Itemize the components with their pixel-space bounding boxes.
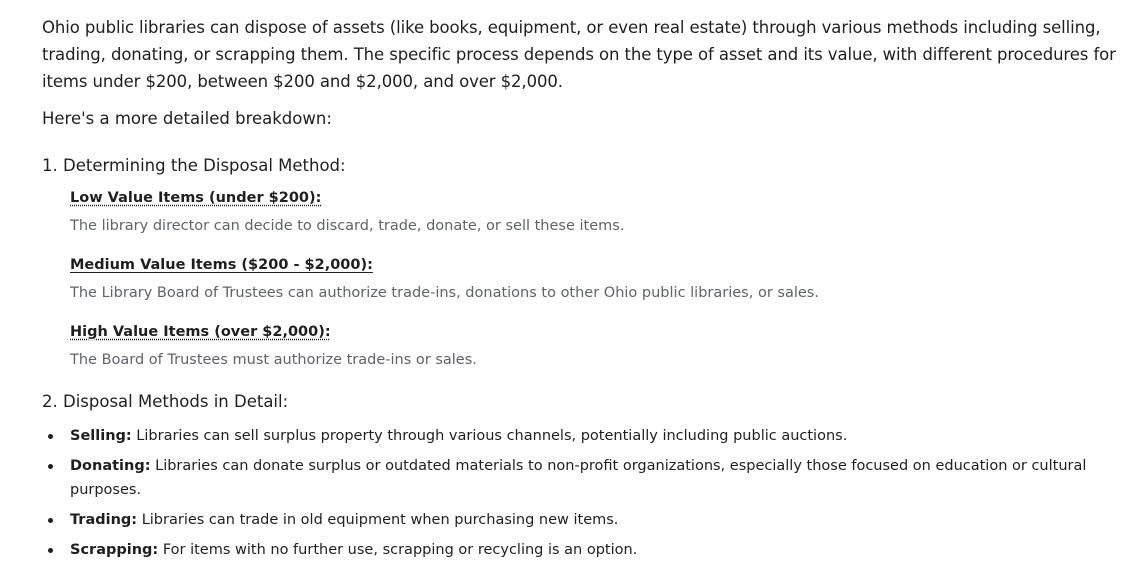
bullet-icon xyxy=(48,464,53,469)
bullet-icon xyxy=(48,518,53,523)
medium-value-items-description: The Library Board of Trustees can authorize trade-ins, donations to other Ohio public libraries, or sales. xyxy=(70,285,819,301)
list-item-term: Scrapping: xyxy=(70,542,159,558)
medium-value-items-block xyxy=(70,254,1140,303)
list-item-text: Libraries can donate surplus or outdated materials to non-profit organizations, especially those focused on education or cultural purposes. xyxy=(70,458,1087,498)
high-value-items-description: The Board of Trustees must authorize trade-ins or sales. xyxy=(70,352,477,368)
section-heading-disposal-methods: 2. Disposal Methods in Detail: xyxy=(42,392,289,411)
low-value-items-block xyxy=(70,187,1140,236)
low-value-items-link[interactable]: Low Value Items (under $200): xyxy=(70,190,322,206)
breakdown-intro: Here's a more detailed breakdown: xyxy=(42,109,332,128)
medium-value-items-link[interactable]: Medium Value Items ($200 - $2,000): xyxy=(70,257,373,273)
list-item-text: Libraries can trade in old equipment when purchasing new items. xyxy=(137,512,619,528)
list-item-selling xyxy=(42,424,1140,448)
list-item-trading xyxy=(42,508,1140,532)
bullet-icon xyxy=(48,434,53,439)
list-item-term: Trading: xyxy=(70,512,138,528)
high-value-items-block xyxy=(70,321,1140,370)
list-item-term: Selling: xyxy=(70,428,132,444)
high-value-items-link[interactable]: High Value Items (over $2,000): xyxy=(70,324,331,340)
bullet-icon xyxy=(48,548,53,553)
list-item-text: For items with no further use, scrapping or recycling is an option. xyxy=(158,542,638,558)
disposal-methods-list xyxy=(42,424,1140,562)
list-item-scrapping xyxy=(42,538,1140,562)
section-heading-determining-method: 1. Determining the Disposal Method: xyxy=(42,156,346,175)
response-content xyxy=(42,14,1140,568)
list-item-term: Donating: xyxy=(70,458,151,474)
list-item-donating xyxy=(42,454,1140,502)
low-value-items-description: The library director can decide to discard, trade, donate, or sell these items. xyxy=(70,218,625,234)
list-item-text: Libraries can sell surplus property through various channels, potentially including public auctions. xyxy=(131,428,848,444)
intro-paragraph: Ohio public libraries can dispose of assets (like books, equipment, or even real estate) through various methods including selling, trading, donating, or scrapping them. The specific process depends on the type of asset and its value, with different procedures for items under $200, between $200 and $2,000, and over $2,000. xyxy=(42,18,1116,91)
